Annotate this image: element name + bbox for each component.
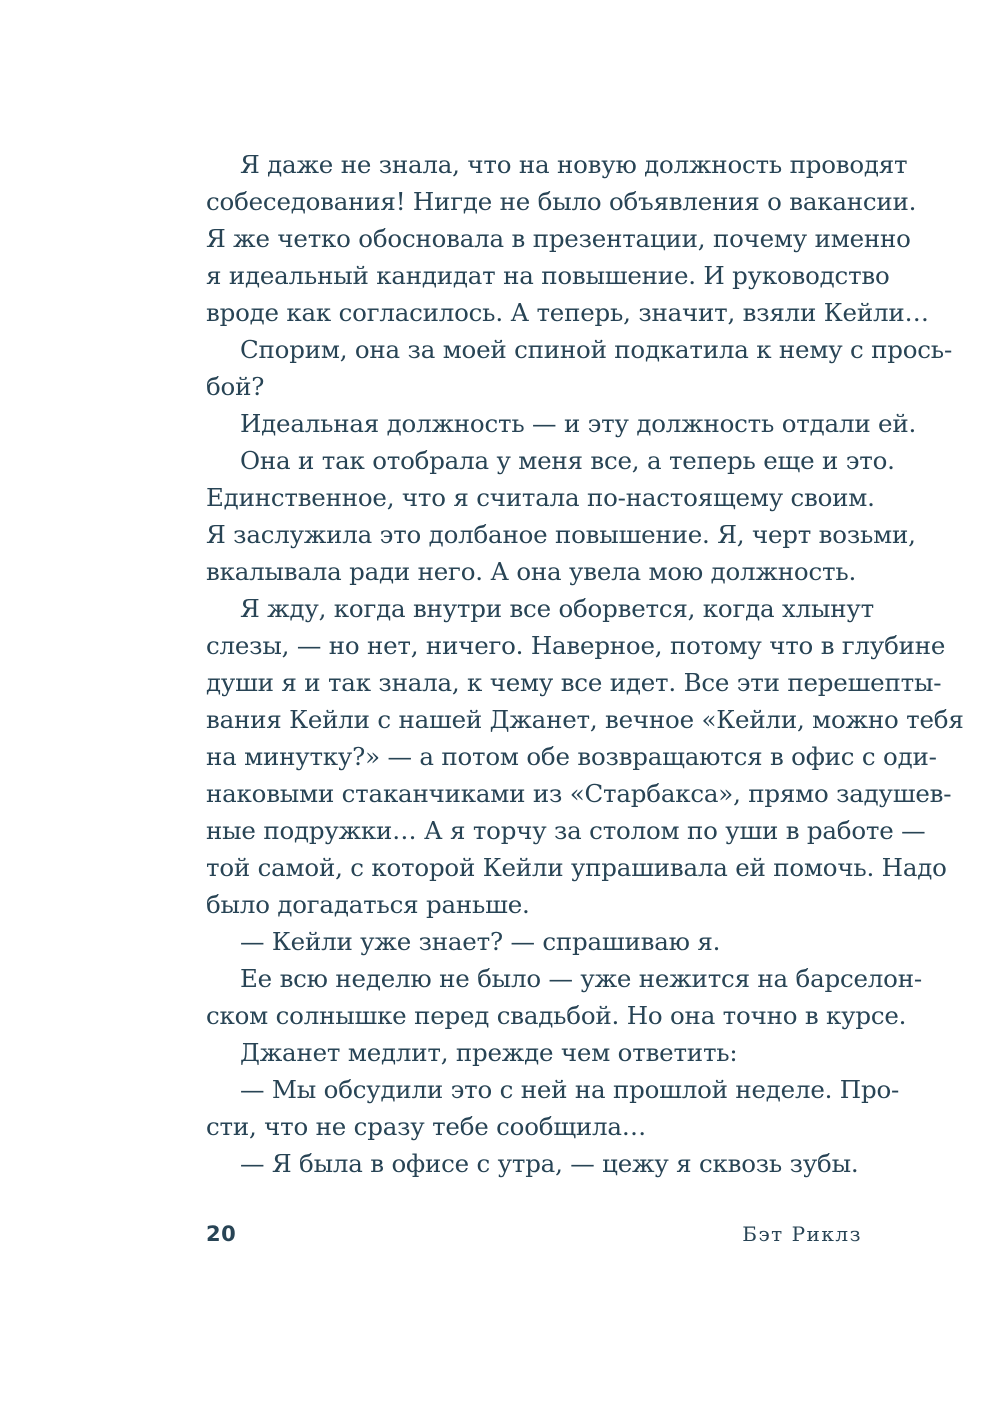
- text-line: было догадаться раньше.: [206, 890, 530, 919]
- text-line: Идеальная должность — и эту должность отдали ей.: [240, 409, 917, 438]
- text-line: души я и так знала, к чему все идет. Все эти перешепты-: [206, 668, 942, 697]
- text-line: Я жду, когда внутри все оборвется, когда хлынут: [240, 594, 874, 623]
- text-line: той самой, с которой Кейли упрашивала ей помочь. Надо: [206, 853, 947, 882]
- running-author: Бэт Риклз: [742, 1222, 862, 1246]
- text-line: вания Кейли с нашей Джанет, вечное «Кейли, можно тебя: [206, 705, 964, 734]
- text-line: Единственное, что я считала по-настоящему своим.: [206, 483, 875, 512]
- text-line: ные подружки… А я торчу за столом по уши в работе —: [206, 816, 926, 845]
- text-line: — Мы обсудили это с ней на прошлой неделе. Про-: [240, 1075, 900, 1104]
- text-line: вроде как согласилось. А теперь, значит, взяли Кейли…: [206, 298, 929, 327]
- page-body-text: [206, 146, 964, 1182]
- text-line: — Кейли уже знает? — спрашиваю я.: [240, 927, 721, 956]
- text-line: сти, что не сразу тебе сообщила…: [206, 1112, 647, 1141]
- text-line: Она и так отобрала у меня все, а теперь еще и это.: [240, 446, 895, 475]
- text-line: Спорим, она за моей спиной подкатила к нему с прось-: [240, 335, 953, 364]
- text-line: слезы, — но нет, ничего. Наверное, потому что в глубине: [206, 631, 946, 660]
- text-line: на минутку?» — а потом обе возвращаются в офис с оди-: [206, 742, 937, 771]
- page-number: 20: [206, 1222, 237, 1246]
- page-footer: [206, 1222, 862, 1252]
- text-line: собеседования! Нигде не было объявления о вакансии.: [206, 187, 917, 216]
- text-line: ском солнышке перед свадьбой. Но она точно в курсе.: [206, 1001, 907, 1030]
- text-line: наковыми стаканчиками из «Старбакса», прямо задушев-: [206, 779, 952, 808]
- text-line: Джанет медлит, прежде чем ответить:: [240, 1038, 738, 1067]
- text-line: бой?: [206, 372, 265, 401]
- text-line: Я же четко обосновала в презентации, почему именно: [206, 224, 911, 253]
- text-line: вкалывала ради него. А она увела мою должность.: [206, 557, 857, 586]
- text-line: — Я была в офисе с утра, — цежу я сквозь зубы.: [240, 1149, 859, 1178]
- text-line: Я даже не знала, что на новую должность проводят: [240, 150, 908, 179]
- text-line: Ее всю неделю не было — уже нежится на барселон-: [240, 964, 922, 993]
- text-line: я идеальный кандидат на повышение. И руководство: [206, 261, 890, 290]
- text-line: Я заслужила это долбаное повышение. Я, черт возьми,: [206, 520, 916, 549]
